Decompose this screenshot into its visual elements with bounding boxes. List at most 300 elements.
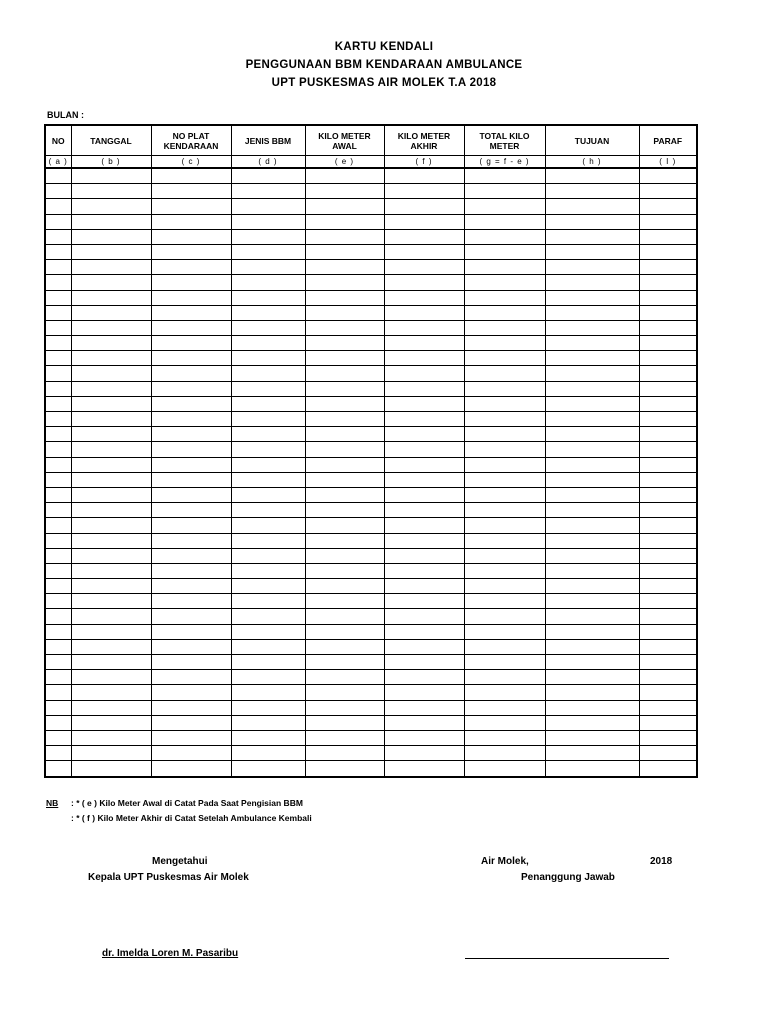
table-cell[interactable]	[639, 639, 697, 654]
table-cell[interactable]	[384, 336, 464, 351]
table-cell[interactable]	[545, 594, 639, 609]
table-cell[interactable]	[464, 381, 545, 396]
table-cell[interactable]	[45, 336, 71, 351]
table-cell[interactable]	[464, 670, 545, 685]
table-cell[interactable]	[71, 457, 151, 472]
table-cell[interactable]	[639, 412, 697, 427]
table-cell[interactable]	[71, 579, 151, 594]
table-cell[interactable]	[151, 639, 231, 654]
table-cell[interactable]	[639, 427, 697, 442]
table-cell[interactable]	[71, 412, 151, 427]
table-cell[interactable]	[71, 700, 151, 715]
table-cell[interactable]	[464, 472, 545, 487]
table-cell[interactable]	[151, 533, 231, 548]
table-cell[interactable]	[545, 639, 639, 654]
table-cell[interactable]	[151, 700, 231, 715]
table-cell[interactable]	[71, 670, 151, 685]
table-cell[interactable]	[545, 472, 639, 487]
table-cell[interactable]	[45, 229, 71, 244]
table-cell[interactable]	[384, 487, 464, 502]
table-cell[interactable]	[231, 609, 305, 624]
table-cell[interactable]	[305, 381, 384, 396]
table-cell[interactable]	[45, 412, 71, 427]
table-cell[interactable]	[71, 168, 151, 184]
table-cell[interactable]	[231, 214, 305, 229]
table-cell[interactable]	[71, 366, 151, 381]
table-cell[interactable]	[384, 305, 464, 320]
table-cell[interactable]	[71, 199, 151, 214]
table-cell[interactable]	[71, 305, 151, 320]
table-cell[interactable]	[45, 746, 71, 761]
table-cell[interactable]	[151, 472, 231, 487]
table-cell[interactable]	[384, 260, 464, 275]
table-cell[interactable]	[639, 320, 697, 335]
table-cell[interactable]	[384, 184, 464, 199]
table-cell[interactable]	[45, 275, 71, 290]
table-cell[interactable]	[71, 639, 151, 654]
table-cell[interactable]	[45, 214, 71, 229]
table-cell[interactable]	[639, 351, 697, 366]
table-cell[interactable]	[71, 533, 151, 548]
table-cell[interactable]	[45, 594, 71, 609]
table-cell[interactable]	[384, 351, 464, 366]
table-cell[interactable]	[45, 199, 71, 214]
table-cell[interactable]	[151, 260, 231, 275]
table-cell[interactable]	[231, 761, 305, 777]
table-cell[interactable]	[71, 563, 151, 578]
table-cell[interactable]	[231, 503, 305, 518]
table-cell[interactable]	[231, 639, 305, 654]
table-cell[interactable]	[545, 487, 639, 502]
table-cell[interactable]	[384, 655, 464, 670]
table-cell[interactable]	[464, 594, 545, 609]
table-cell[interactable]	[305, 275, 384, 290]
table-cell[interactable]	[151, 275, 231, 290]
table-cell[interactable]	[305, 548, 384, 563]
table-cell[interactable]	[71, 290, 151, 305]
table-cell[interactable]	[71, 624, 151, 639]
table-cell[interactable]	[71, 730, 151, 745]
table-cell[interactable]	[639, 746, 697, 761]
table-cell[interactable]	[231, 229, 305, 244]
table-cell[interactable]	[384, 320, 464, 335]
table-cell[interactable]	[305, 457, 384, 472]
table-cell[interactable]	[71, 442, 151, 457]
table-cell[interactable]	[45, 548, 71, 563]
table-cell[interactable]	[384, 290, 464, 305]
table-cell[interactable]	[231, 655, 305, 670]
table-cell[interactable]	[384, 685, 464, 700]
table-cell[interactable]	[231, 594, 305, 609]
table-cell[interactable]	[545, 700, 639, 715]
table-cell[interactable]	[45, 427, 71, 442]
table-cell[interactable]	[384, 518, 464, 533]
table-cell[interactable]	[71, 229, 151, 244]
table-cell[interactable]	[45, 685, 71, 700]
table-cell[interactable]	[305, 305, 384, 320]
table-cell[interactable]	[639, 594, 697, 609]
table-cell[interactable]	[464, 639, 545, 654]
table-cell[interactable]	[151, 305, 231, 320]
table-cell[interactable]	[384, 715, 464, 730]
table-cell[interactable]	[231, 320, 305, 335]
table-cell[interactable]	[45, 381, 71, 396]
table-cell[interactable]	[71, 351, 151, 366]
table-cell[interactable]	[231, 184, 305, 199]
table-cell[interactable]	[45, 244, 71, 259]
table-cell[interactable]	[545, 366, 639, 381]
table-cell[interactable]	[305, 214, 384, 229]
table-cell[interactable]	[231, 275, 305, 290]
table-cell[interactable]	[545, 184, 639, 199]
table-cell[interactable]	[305, 260, 384, 275]
table-cell[interactable]	[71, 655, 151, 670]
table-cell[interactable]	[384, 412, 464, 427]
table-cell[interactable]	[231, 457, 305, 472]
table-cell[interactable]	[231, 715, 305, 730]
table-cell[interactable]	[151, 244, 231, 259]
table-cell[interactable]	[231, 700, 305, 715]
table-cell[interactable]	[464, 229, 545, 244]
table-cell[interactable]	[305, 533, 384, 548]
table-cell[interactable]	[151, 579, 231, 594]
table-cell[interactable]	[305, 761, 384, 777]
table-cell[interactable]	[45, 472, 71, 487]
table-cell[interactable]	[384, 457, 464, 472]
table-cell[interactable]	[384, 427, 464, 442]
table-cell[interactable]	[545, 670, 639, 685]
table-cell[interactable]	[231, 260, 305, 275]
table-cell[interactable]	[545, 548, 639, 563]
table-cell[interactable]	[231, 305, 305, 320]
table-cell[interactable]	[639, 609, 697, 624]
table-cell[interactable]	[231, 518, 305, 533]
table-cell[interactable]	[71, 715, 151, 730]
table-cell[interactable]	[305, 594, 384, 609]
table-cell[interactable]	[151, 624, 231, 639]
table-cell[interactable]	[231, 670, 305, 685]
table-cell[interactable]	[639, 487, 697, 502]
table-cell[interactable]	[45, 320, 71, 335]
table-cell[interactable]	[151, 563, 231, 578]
table-cell[interactable]	[151, 487, 231, 502]
table-cell[interactable]	[71, 260, 151, 275]
table-cell[interactable]	[151, 730, 231, 745]
table-cell[interactable]	[231, 351, 305, 366]
table-cell[interactable]	[639, 670, 697, 685]
table-cell[interactable]	[545, 746, 639, 761]
table-cell[interactable]	[545, 563, 639, 578]
table-cell[interactable]	[45, 396, 71, 411]
table-cell[interactable]	[384, 442, 464, 457]
table-cell[interactable]	[305, 351, 384, 366]
table-cell[interactable]	[231, 442, 305, 457]
table-cell[interactable]	[639, 290, 697, 305]
table-cell[interactable]	[545, 715, 639, 730]
table-cell[interactable]	[545, 336, 639, 351]
table-cell[interactable]	[231, 244, 305, 259]
table-cell[interactable]	[464, 579, 545, 594]
table-cell[interactable]	[384, 563, 464, 578]
table-cell[interactable]	[639, 624, 697, 639]
table-cell[interactable]	[45, 670, 71, 685]
table-cell[interactable]	[545, 381, 639, 396]
table-cell[interactable]	[71, 396, 151, 411]
table-cell[interactable]	[71, 548, 151, 563]
table-cell[interactable]	[384, 229, 464, 244]
table-cell[interactable]	[45, 260, 71, 275]
table-cell[interactable]	[464, 609, 545, 624]
table-cell[interactable]	[151, 412, 231, 427]
table-cell[interactable]	[71, 609, 151, 624]
table-cell[interactable]	[639, 381, 697, 396]
table-cell[interactable]	[45, 305, 71, 320]
table-cell[interactable]	[305, 290, 384, 305]
table-cell[interactable]	[464, 275, 545, 290]
table-cell[interactable]	[464, 457, 545, 472]
table-cell[interactable]	[45, 639, 71, 654]
table-cell[interactable]	[231, 472, 305, 487]
table-cell[interactable]	[45, 563, 71, 578]
table-cell[interactable]	[151, 761, 231, 777]
table-cell[interactable]	[464, 351, 545, 366]
table-cell[interactable]	[151, 396, 231, 411]
table-cell[interactable]	[231, 199, 305, 214]
table-cell[interactable]	[639, 244, 697, 259]
table-cell[interactable]	[639, 715, 697, 730]
table-cell[interactable]	[464, 336, 545, 351]
table-cell[interactable]	[545, 396, 639, 411]
table-cell[interactable]	[305, 579, 384, 594]
table-cell[interactable]	[464, 427, 545, 442]
table-cell[interactable]	[151, 609, 231, 624]
table-cell[interactable]	[151, 594, 231, 609]
table-cell[interactable]	[71, 503, 151, 518]
table-cell[interactable]	[639, 184, 697, 199]
table-cell[interactable]	[639, 366, 697, 381]
table-cell[interactable]	[464, 290, 545, 305]
table-cell[interactable]	[305, 730, 384, 745]
table-cell[interactable]	[305, 670, 384, 685]
table-cell[interactable]	[305, 366, 384, 381]
table-cell[interactable]	[464, 518, 545, 533]
table-cell[interactable]	[464, 244, 545, 259]
table-cell[interactable]	[464, 412, 545, 427]
table-cell[interactable]	[384, 730, 464, 745]
table-cell[interactable]	[545, 320, 639, 335]
table-cell[interactable]	[151, 715, 231, 730]
table-cell[interactable]	[45, 487, 71, 502]
table-cell[interactable]	[71, 214, 151, 229]
table-cell[interactable]	[464, 184, 545, 199]
table-cell[interactable]	[545, 503, 639, 518]
table-cell[interactable]	[545, 685, 639, 700]
table-cell[interactable]	[545, 290, 639, 305]
table-cell[interactable]	[45, 730, 71, 745]
table-cell[interactable]	[384, 700, 464, 715]
table-cell[interactable]	[464, 366, 545, 381]
table-cell[interactable]	[384, 533, 464, 548]
table-cell[interactable]	[305, 442, 384, 457]
table-cell[interactable]	[639, 442, 697, 457]
table-cell[interactable]	[305, 746, 384, 761]
table-cell[interactable]	[305, 396, 384, 411]
table-cell[interactable]	[45, 655, 71, 670]
table-cell[interactable]	[71, 594, 151, 609]
table-cell[interactable]	[151, 229, 231, 244]
table-cell[interactable]	[545, 442, 639, 457]
table-cell[interactable]	[231, 168, 305, 184]
table-cell[interactable]	[384, 761, 464, 777]
table-cell[interactable]	[305, 503, 384, 518]
table-cell[interactable]	[231, 533, 305, 548]
table-cell[interactable]	[151, 503, 231, 518]
table-cell[interactable]	[151, 655, 231, 670]
table-cell[interactable]	[464, 563, 545, 578]
table-cell[interactable]	[305, 563, 384, 578]
table-cell[interactable]	[384, 199, 464, 214]
table-cell[interactable]	[151, 214, 231, 229]
table-cell[interactable]	[231, 290, 305, 305]
table-cell[interactable]	[464, 503, 545, 518]
table-cell[interactable]	[545, 244, 639, 259]
table-cell[interactable]	[639, 199, 697, 214]
table-cell[interactable]	[231, 579, 305, 594]
table-cell[interactable]	[639, 655, 697, 670]
table-cell[interactable]	[545, 260, 639, 275]
table-cell[interactable]	[151, 381, 231, 396]
table-cell[interactable]	[305, 427, 384, 442]
table-cell[interactable]	[384, 503, 464, 518]
table-cell[interactable]	[545, 214, 639, 229]
table-cell[interactable]	[151, 442, 231, 457]
table-cell[interactable]	[464, 320, 545, 335]
table-cell[interactable]	[639, 579, 697, 594]
table-cell[interactable]	[639, 336, 697, 351]
table-cell[interactable]	[545, 761, 639, 777]
table-cell[interactable]	[464, 260, 545, 275]
table-cell[interactable]	[545, 412, 639, 427]
table-cell[interactable]	[231, 396, 305, 411]
table-cell[interactable]	[231, 366, 305, 381]
table-cell[interactable]	[464, 700, 545, 715]
table-cell[interactable]	[151, 518, 231, 533]
table-cell[interactable]	[545, 168, 639, 184]
table-cell[interactable]	[151, 548, 231, 563]
table-cell[interactable]	[639, 472, 697, 487]
table-cell[interactable]	[71, 381, 151, 396]
table-cell[interactable]	[464, 761, 545, 777]
table-cell[interactable]	[231, 412, 305, 427]
table-cell[interactable]	[384, 275, 464, 290]
table-cell[interactable]	[384, 396, 464, 411]
table-cell[interactable]	[639, 548, 697, 563]
table-cell[interactable]	[71, 487, 151, 502]
table-cell[interactable]	[384, 366, 464, 381]
table-cell[interactable]	[71, 336, 151, 351]
table-cell[interactable]	[464, 168, 545, 184]
table-cell[interactable]	[545, 199, 639, 214]
table-cell[interactable]	[639, 275, 697, 290]
table-cell[interactable]	[639, 229, 697, 244]
table-cell[interactable]	[464, 655, 545, 670]
table-cell[interactable]	[639, 563, 697, 578]
table-cell[interactable]	[305, 624, 384, 639]
table-cell[interactable]	[231, 730, 305, 745]
table-cell[interactable]	[71, 320, 151, 335]
table-cell[interactable]	[384, 624, 464, 639]
table-cell[interactable]	[639, 305, 697, 320]
table-cell[interactable]	[545, 533, 639, 548]
table-cell[interactable]	[151, 199, 231, 214]
table-cell[interactable]	[71, 427, 151, 442]
table-cell[interactable]	[151, 184, 231, 199]
table-cell[interactable]	[305, 715, 384, 730]
table-cell[interactable]	[305, 639, 384, 654]
table-cell[interactable]	[305, 199, 384, 214]
table-cell[interactable]	[384, 244, 464, 259]
table-cell[interactable]	[45, 366, 71, 381]
table-cell[interactable]	[464, 305, 545, 320]
table-cell[interactable]	[639, 396, 697, 411]
table-cell[interactable]	[231, 487, 305, 502]
table-cell[interactable]	[464, 715, 545, 730]
table-cell[interactable]	[464, 746, 545, 761]
table-cell[interactable]	[305, 655, 384, 670]
table-cell[interactable]	[231, 746, 305, 761]
table-cell[interactable]	[384, 548, 464, 563]
table-cell[interactable]	[45, 700, 71, 715]
table-cell[interactable]	[231, 563, 305, 578]
table-cell[interactable]	[45, 518, 71, 533]
table-cell[interactable]	[45, 442, 71, 457]
table-cell[interactable]	[45, 624, 71, 639]
table-cell[interactable]	[305, 472, 384, 487]
table-cell[interactable]	[45, 503, 71, 518]
table-cell[interactable]	[151, 351, 231, 366]
table-cell[interactable]	[45, 761, 71, 777]
table-cell[interactable]	[151, 670, 231, 685]
table-cell[interactable]	[231, 685, 305, 700]
table-cell[interactable]	[384, 472, 464, 487]
table-cell[interactable]	[231, 427, 305, 442]
table-cell[interactable]	[151, 290, 231, 305]
table-cell[interactable]	[305, 518, 384, 533]
table-cell[interactable]	[384, 168, 464, 184]
table-cell[interactable]	[545, 655, 639, 670]
table-cell[interactable]	[71, 518, 151, 533]
table-cell[interactable]	[639, 260, 697, 275]
table-cell[interactable]	[384, 381, 464, 396]
table-cell[interactable]	[384, 670, 464, 685]
table-cell[interactable]	[151, 320, 231, 335]
table-cell[interactable]	[639, 168, 697, 184]
table-cell[interactable]	[639, 457, 697, 472]
table-cell[interactable]	[151, 168, 231, 184]
table-cell[interactable]	[464, 442, 545, 457]
table-cell[interactable]	[545, 624, 639, 639]
table-cell[interactable]	[305, 700, 384, 715]
table-cell[interactable]	[151, 336, 231, 351]
table-cell[interactable]	[545, 275, 639, 290]
table-cell[interactable]	[639, 700, 697, 715]
table-cell[interactable]	[464, 548, 545, 563]
table-cell[interactable]	[384, 746, 464, 761]
table-cell[interactable]	[639, 518, 697, 533]
table-cell[interactable]	[71, 275, 151, 290]
table-cell[interactable]	[45, 609, 71, 624]
table-cell[interactable]	[384, 579, 464, 594]
